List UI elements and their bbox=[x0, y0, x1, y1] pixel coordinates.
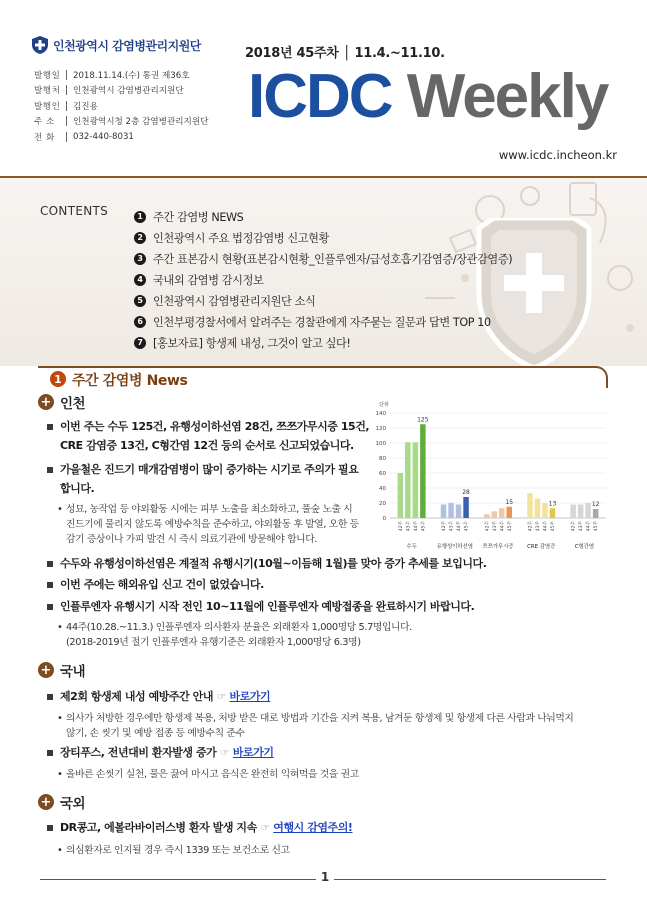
incheon-heading: + 인천 bbox=[38, 392, 85, 412]
plus-circle-icon: + bbox=[38, 794, 54, 810]
shield-logo-icon bbox=[32, 36, 48, 54]
y-tick-label: 80 bbox=[379, 456, 386, 462]
pub-row: 발행처 인천광역시 감염병관리지원단 bbox=[34, 86, 184, 97]
week-tick-label: 42주 bbox=[485, 521, 491, 532]
week-tick-label: 43주 bbox=[579, 521, 585, 532]
y-unit-label: 단위 bbox=[379, 402, 389, 408]
incheon-bullet-4: 이번 주에는 해외유입 신고 건이 없었습니다. bbox=[60, 576, 264, 595]
bar bbox=[448, 503, 454, 518]
incheon-sub-bullet-2: • 44주(10.28.~11.3.) 인플루엔자 의사환자 분율은 외래환자 1,000명당 5.7명입니다. (2018-2019년 절기 인플루엔자 유행기준은 외래환자 1,000명당 6.3명) bbox=[57, 622, 412, 648]
week-tick-label: 42주 bbox=[398, 521, 404, 532]
disease-bar-chart bbox=[370, 400, 610, 555]
week-tick-label: 44주 bbox=[500, 521, 506, 532]
typhoid-link[interactable]: 바로가기 bbox=[232, 746, 274, 759]
y-tick-label: 40 bbox=[379, 486, 386, 492]
pub-row: 발행일 2018.11.14.(수) 통권 제36호 bbox=[34, 70, 190, 81]
contents-item[interactable]: 2 인천광역시 주요 법정감염병 신고현황 bbox=[134, 227, 512, 248]
contents-section bbox=[0, 178, 647, 366]
section-title bbox=[38, 366, 608, 392]
week-tick-label: 44주 bbox=[457, 521, 463, 532]
issue-info: 2018년 45주차 │ 11.4.~11.10. bbox=[245, 46, 445, 61]
newsletter-title bbox=[248, 62, 607, 132]
contents-item[interactable]: 3 주간 표본감시 현황(표본감시현황_인플루엔자/급성호흡기감염증/장관감염증) bbox=[134, 248, 512, 269]
week-tick-label: 45주 bbox=[594, 521, 600, 532]
incheon-bullet-1: 이번 주는 수두 125건, 유행성이하선염 28건, 쯔쯔가무시증 15건, CRE 감염증 13건, C형간염 12건 등의 순서로 신고되었습니다. bbox=[60, 418, 369, 455]
pointing-hand-icon: ☞ bbox=[217, 692, 226, 703]
data-label: 15 bbox=[505, 498, 514, 506]
bar bbox=[420, 424, 426, 518]
bar bbox=[527, 493, 533, 518]
week-tick-label: 45주 bbox=[507, 521, 513, 532]
week-tick-label: 45주 bbox=[421, 521, 427, 532]
week-tick-label: 45주 bbox=[551, 521, 557, 532]
publication-info bbox=[34, 67, 208, 145]
category-label: 유행성이하선염 bbox=[436, 544, 474, 550]
week-tick-label: 44주 bbox=[586, 521, 592, 532]
title-icdc: ICDC bbox=[248, 62, 392, 131]
domestic-sub-bullet-1: • 의사가 처방한 경우에만 항생제 복용, 처방 받은 대로 방법과 기간을 지켜 복용, 남겨둔 항생제 및 항생제 다른 사람과 나눠먹지 않기, 손 씻기 및 예방 접종 등 예방수칙 준수 bbox=[57, 713, 574, 739]
category-label: 수두 bbox=[406, 544, 417, 550]
week-tick-label: 45주 bbox=[464, 521, 470, 532]
bar bbox=[550, 508, 556, 518]
section-title-text: 주간 감염병 News bbox=[72, 373, 188, 389]
data-label: 12 bbox=[591, 501, 600, 508]
newsletter-header bbox=[0, 0, 647, 178]
bar bbox=[492, 511, 498, 518]
overseas-sub-bullet-1: • 의심환자로 인지될 경우 즉시 1339 또는 보건소로 신고 bbox=[57, 845, 290, 856]
bar bbox=[441, 505, 447, 519]
pub-row: 전 화 032-440-8031 bbox=[34, 131, 134, 143]
category-label: 쯔쯔가무시증 bbox=[482, 544, 514, 550]
website-url[interactable]: www.icdc.incheon.kr bbox=[498, 148, 617, 162]
bar bbox=[484, 514, 490, 518]
domestic-bullet-2: 장티푸스, 전년대비 환자발생 증가 ☞ 바로가기 bbox=[60, 744, 274, 764]
contents-item[interactable]: 1 주간 감염병 NEWS bbox=[134, 206, 512, 227]
travel-warning-link[interactable]: 여행시 감염주의! bbox=[273, 821, 353, 834]
y-tick-label: 140 bbox=[375, 411, 386, 417]
data-label: 125 bbox=[417, 416, 429, 424]
org-logo bbox=[32, 36, 201, 54]
week-tick-label: 43주 bbox=[406, 521, 412, 532]
y-tick-label: 0 bbox=[382, 516, 386, 522]
week-tick-label: 43주 bbox=[449, 521, 455, 532]
bar bbox=[405, 442, 411, 518]
y-tick-label: 20 bbox=[379, 501, 386, 507]
category-label: C형간염 bbox=[574, 544, 595, 550]
bar bbox=[578, 505, 584, 519]
bar bbox=[542, 503, 548, 518]
week-tick-label: 42주 bbox=[571, 521, 577, 532]
pub-row: 발행인 김진용 bbox=[34, 101, 98, 112]
bar bbox=[593, 509, 599, 518]
week-tick-label: 42주 bbox=[442, 521, 448, 532]
week-tick-label: 42주 bbox=[528, 521, 534, 532]
bar bbox=[535, 499, 541, 519]
contents-item[interactable]: 4 국내외 감염병 감시정보 bbox=[134, 269, 512, 290]
data-label: 28 bbox=[462, 489, 470, 496]
antibiotic-week-link[interactable]: 바로가기 bbox=[229, 690, 271, 703]
data-label: 13 bbox=[548, 500, 557, 508]
incheon-sub-bullet-1: • 성묘, 농작업 등 야외활동 시에는 피부 노출을 최소화하고, 풀숲 노출 시 진드기에 물리지 않도록 예방수칙을 준수하고, 야외활동 후 발열, 오한 등 감기 증상이나 가피 발견 시 즉시 의료기관에 방문해야 합니다. bbox=[57, 504, 359, 545]
pointing-hand-icon: ☞ bbox=[260, 823, 270, 834]
pointing-hand-icon: ☞ bbox=[220, 748, 229, 759]
org-name: 인천광역시 감염병관리지원단 bbox=[53, 38, 201, 53]
bar bbox=[463, 497, 469, 518]
incheon-bullet-3: 수두와 유행성이하선염은 계절적 유행시기(10월~이듬해 1월)를 맞아 증가 추세를 보입니다. bbox=[60, 555, 486, 574]
contents-label: CONTENTS bbox=[40, 204, 109, 218]
y-tick-label: 60 bbox=[379, 471, 386, 477]
category-label: CRE 감염증 bbox=[527, 544, 556, 550]
y-tick-label: 100 bbox=[375, 441, 386, 447]
bar bbox=[456, 505, 462, 519]
bar bbox=[570, 505, 576, 519]
bar bbox=[499, 508, 505, 518]
y-tick-label: 120 bbox=[375, 426, 386, 432]
plus-circle-icon: + bbox=[38, 662, 54, 678]
plus-circle-icon: + bbox=[38, 394, 54, 410]
contents-list bbox=[134, 206, 512, 353]
page-number: 1 bbox=[316, 870, 334, 888]
contents-item[interactable]: 6 인천부평경찰서에서 알려주는 경찰관에게 자주묻는 질문과 답변 TOP 10 bbox=[134, 311, 512, 332]
section-number-badge: 1 bbox=[50, 371, 66, 387]
pub-row: 주 소 인천광역시청 2층 감염병관리지원단 bbox=[34, 117, 209, 128]
domestic-bullet-1: 제2회 항생제 내성 예방주간 안내 ☞ 바로가기 bbox=[60, 688, 270, 708]
contents-item[interactable]: 5 인천광역시 감염병관리지원단 소식 bbox=[134, 290, 512, 311]
title-weekly: Weekly bbox=[406, 62, 608, 131]
bar bbox=[413, 442, 419, 518]
domestic-heading: + 국내 bbox=[38, 660, 85, 680]
week-tick-label: 43주 bbox=[536, 521, 542, 532]
incheon-bullet-5: 인플루엔자 유행시기 시작 전인 10~11월에 인플루엔자 예방접종을 완료하시기 바랍니다. bbox=[60, 598, 474, 617]
week-tick-label: 44주 bbox=[543, 521, 549, 532]
overseas-heading: + 국외 bbox=[38, 792, 85, 812]
incheon-bullet-2: 가을철은 진드기 매개감염병이 많이 증가하는 시기로 주의가 필요 합니다. bbox=[60, 461, 358, 498]
overseas-bullet-1: DR콩고, 에볼라바이러스병 환자 발생 지속 ☞ 여행시 감염주의! bbox=[60, 819, 352, 839]
week-tick-label: 43주 bbox=[492, 521, 498, 532]
contents-item[interactable]: 7 [홍보자료] 항생제 내성, 그것이 알고 싶다! bbox=[134, 332, 512, 353]
week-tick-label: 44주 bbox=[413, 521, 419, 532]
bar bbox=[507, 507, 513, 518]
bar bbox=[585, 503, 591, 518]
bar bbox=[398, 473, 404, 518]
domestic-sub-bullet-2: • 올바른 손씻기 실천, 물은 끓여 마시고 음식은 완전히 익혀먹을 것을 권고 bbox=[57, 769, 359, 780]
